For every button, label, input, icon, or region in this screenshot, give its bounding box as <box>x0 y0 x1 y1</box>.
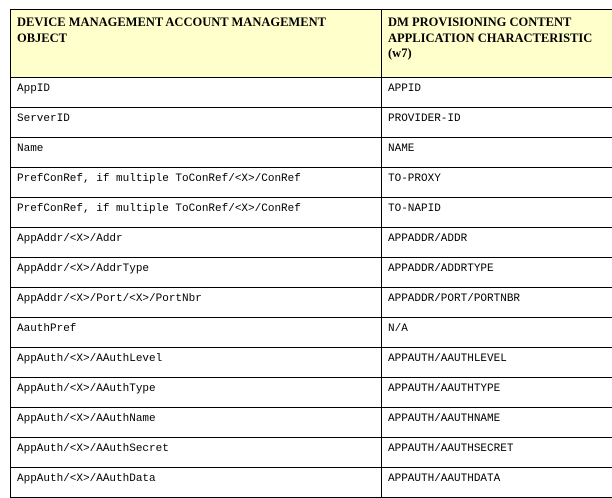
cell-provisioning-param: APPAUTH/AAUTHTYPE <box>382 378 612 408</box>
cell-provisioning-param: APPAUTH/AAUTHNAME <box>382 408 612 438</box>
table-row <box>11 378 612 408</box>
table-row <box>11 228 612 258</box>
cell-provisioning-param: PROVIDER-ID <box>382 108 612 138</box>
cell-provisioning-param: APPID <box>382 78 612 108</box>
cell-provisioning-param: APPADDR/ADDR <box>382 228 612 258</box>
header-row <box>11 10 612 78</box>
table-row <box>11 468 612 498</box>
cell-mo-node: AauthPref <box>11 318 382 348</box>
cell-mo-node: Name <box>11 138 382 168</box>
cell-mo-node: AppAddr/<X>/AddrType <box>11 258 382 288</box>
cell-mo-node: AppAddr/<X>/Port/<X>/PortNbr <box>11 288 382 318</box>
table-row <box>11 108 612 138</box>
cell-mo-node: ServerID <box>11 108 382 138</box>
cell-provisioning-param: APPAUTH/AAUTHSECRET <box>382 438 612 468</box>
cell-mo-node: AppAuth/<X>/AAuthLevel <box>11 348 382 378</box>
table-row <box>11 348 612 378</box>
table-row <box>11 438 612 468</box>
cell-mo-node: AppAuth/<X>/AAuthType <box>11 378 382 408</box>
table-row <box>11 258 612 288</box>
cell-provisioning-param: APPAUTH/AAUTHDATA <box>382 468 612 498</box>
table-row <box>11 408 612 438</box>
cell-mo-node: AppAuth/<X>/AAuthName <box>11 408 382 438</box>
cell-provisioning-param: APPADDR/ADDRTYPE <box>382 258 612 288</box>
table-row <box>11 318 612 348</box>
cell-provisioning-param: APPAUTH/AAUTHLEVEL <box>382 348 612 378</box>
cell-provisioning-param: N/A <box>382 318 612 348</box>
table-row <box>11 198 612 228</box>
cell-mo-node: PrefConRef, if multiple ToConRef/<X>/ConRef <box>11 168 382 198</box>
cell-provisioning-param: NAME <box>382 138 612 168</box>
table-row <box>11 288 612 318</box>
table-body <box>11 78 612 498</box>
mapping-table <box>10 9 612 498</box>
cell-provisioning-param: TO-PROXY <box>382 168 612 198</box>
table-row <box>11 78 612 108</box>
cell-provisioning-param: TO-NAPID <box>382 198 612 228</box>
table-row <box>11 168 612 198</box>
cell-mo-node: AppID <box>11 78 382 108</box>
cell-mo-node: AppAuth/<X>/AAuthSecret <box>11 438 382 468</box>
table-row <box>11 138 612 168</box>
cell-mo-node: PrefConRef, if multiple ToConRef/<X>/ConRef <box>11 198 382 228</box>
header-cell-dm-provisioning-content-application-characteristic: DM PROVISIONING CONTENT APPLICATION CHARACTERISTIC (w7) <box>382 10 612 78</box>
cell-provisioning-param: APPADDR/PORT/PORTNBR <box>382 288 612 318</box>
cell-mo-node: AppAddr/<X>/Addr <box>11 228 382 258</box>
table-header <box>11 10 612 78</box>
cell-mo-node: AppAuth/<X>/AAuthData <box>11 468 382 498</box>
header-cell-device-management-account-management-object: DEVICE MANAGEMENT ACCOUNT MANAGEMENT OBJECT <box>11 10 382 78</box>
